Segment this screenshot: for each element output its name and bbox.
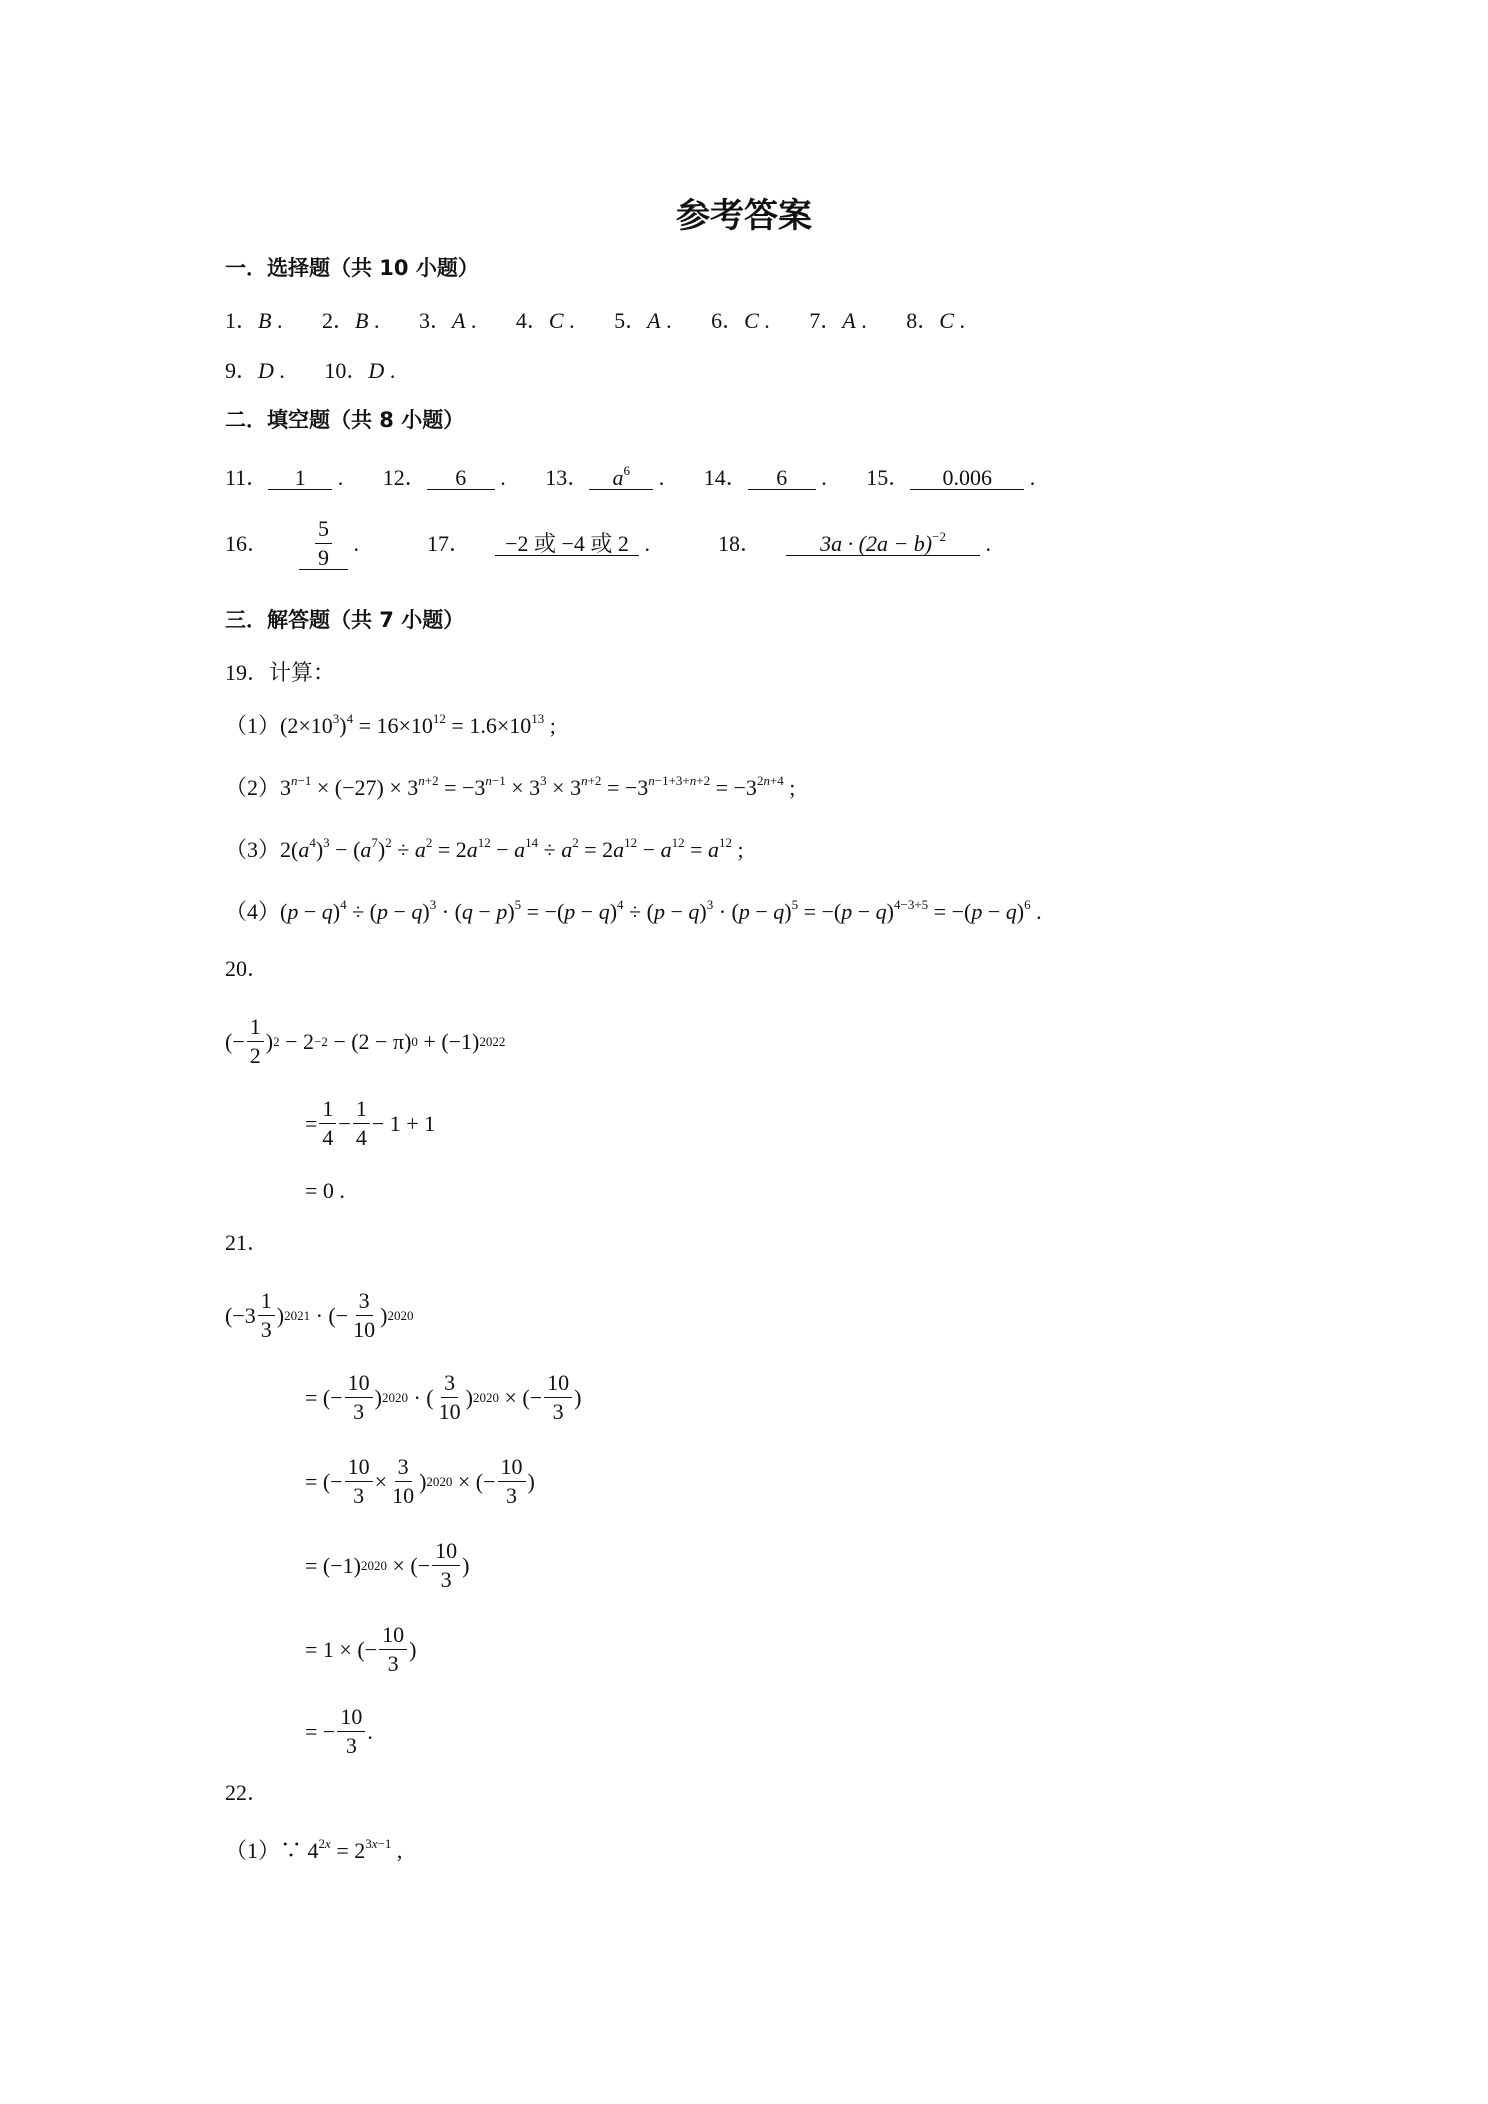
- fill-answers-row-1: 11． 1 . 12． 6 . 13． $a^6$ . 14． 6 . 15． 0.006 .: [225, 463, 1036, 490]
- q21-title: 21．: [225, 1230, 270, 1255]
- q22-title: 22．: [225, 1780, 270, 1805]
- answer-12: 6: [427, 467, 495, 490]
- answer-11: 1: [268, 467, 332, 490]
- choice-answers-row-2: [225, 360, 395, 382]
- q19-title: 19．计算：: [225, 660, 336, 685]
- choice-9: 9．D .: [225, 358, 285, 383]
- q20-title: 20．: [225, 956, 270, 981]
- q19-part-3: $(3)2(a^4)^3 - (a^7)^2 \div a^2 = 2a^{12} - a^{14} \div a^2 = 2a^{12} - a^{12} = a^{12}$ ;: [225, 835, 744, 862]
- answer-16: $\frac{5}{9}$: [299, 538, 348, 570]
- q22-part-1: （1）∵ $4^{2x} = 2^{3x-1}$ ,: [225, 1836, 403, 1863]
- choice-answers-row-1: [225, 310, 965, 332]
- fill-answers-row-2: 16． $\frac{5}{9}$ . 17． −2 或 −4 或 2 . 18． $3a \cdot (2a - b)^{-2}$ .: [225, 516, 992, 570]
- q21-step-4: = 1 × (− $\frac{10}{3}$ ): [305, 1622, 417, 1676]
- choice-3: 3．A .: [418, 308, 477, 333]
- q21-result: = − $\frac{10}{3}$ .: [305, 1704, 373, 1758]
- q20-result: = 0 .: [305, 1178, 345, 1203]
- q21-expression: (−3 $\frac{1}{3}$ ) 2021 · (− $\frac{3}{10}$ ) 2020: [225, 1288, 414, 1342]
- q21-step-1: = (− $\frac{10}{3}$ ) 2020 · ( $\frac{3}{10}$ ) 2020 × (− $\frac{10}{3}$ ): [305, 1370, 582, 1424]
- section-heading-fill: 二．填空题（共 8 小题）: [225, 408, 465, 432]
- q20-step-1: = $\frac{1}{4}$ − $\frac{1}{4}$ − 1 + 1: [305, 1096, 436, 1150]
- choice-7: 7．A .: [809, 308, 867, 333]
- answer-13: $a^6$: [589, 467, 653, 490]
- q21-step-3: = (−1) 2020 × (− $\frac{10}{3}$ ): [305, 1538, 470, 1592]
- choice-8: 8．C .: [906, 308, 965, 333]
- answer-17: −2 或 −4 或 2: [495, 533, 639, 556]
- q19-part-1: $(1)(2\times 10^3)^4 = 16\times 10^{12} = 1.6\times 10^{13}$ ;: [225, 711, 556, 738]
- section-heading-solve: 三．解答题（共 7 小题）: [225, 608, 465, 632]
- page-title: 参考答案: [676, 196, 812, 236]
- q21-step-2: = (− $\frac{10}{3}$ × $\frac{3}{10}$ ) 2020 × (− $\frac{10}{3}$ ): [305, 1454, 535, 1508]
- section-heading-choice: 一．选择题（共 10 小题）: [225, 256, 479, 280]
- answer-14: 6: [748, 467, 816, 490]
- choice-4: 4．C .: [515, 308, 575, 333]
- choice-6: 6．C .: [711, 308, 770, 333]
- choice-2: 2．B .: [321, 308, 380, 333]
- q20-expression: (− $\frac{1}{2}$ ) 2 − 2 −2 − (2 − π) 0 + (−1) 2022: [225, 1014, 506, 1068]
- choice-1: 1．B .: [225, 308, 283, 333]
- answer-18: $3a \cdot (2a - b)^{-2}$: [786, 533, 980, 556]
- choice-10: 10．D .: [324, 358, 396, 383]
- q19-part-4: $(4)(p - q)^4 \div (p - q)^3 \cdot (q - p)^5 = -(p - q)^4 \div (p - q)^3 \cdot (p - q)^5 = -(p - q)^{4-3+5} = -(p - q)^6$ .: [225, 897, 1042, 924]
- choice-5: 5．A .: [614, 308, 672, 333]
- q19-part-2: $(2)3^{n-1} \times (-27) \times 3^{n+2} = -3^{n-1} \times 3^3 \times 3^{n+2} = -3^{n-1+3+n+2} = -3^{2n+4}$ ;: [225, 773, 796, 800]
- answer-15: 0.006: [910, 467, 1024, 490]
